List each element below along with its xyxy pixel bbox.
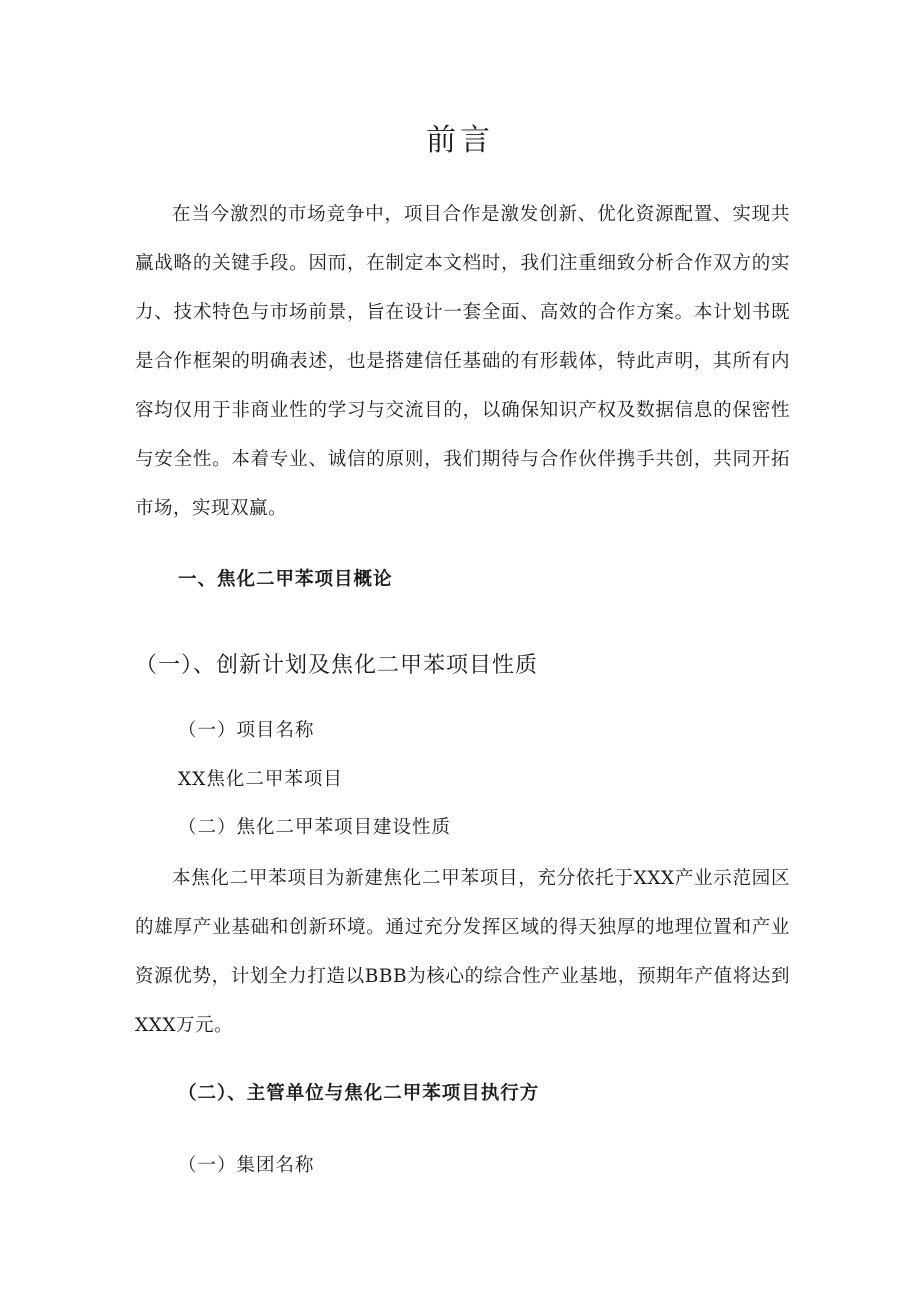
project-name-value: XX焦化二甲苯项目 xyxy=(178,769,343,790)
subsection-heading-authority: （二）、主管单位与焦化二甲苯项目执行方 xyxy=(178,1083,540,1104)
project-nature-label: （二）焦化二甲苯项目建设性质 xyxy=(178,817,452,838)
page-title: 前言 xyxy=(426,123,494,158)
project-nature-paragraph: 本焦化二甲苯项目为新建焦化二甲苯项目，充分依托于XXX产业示范园区的雄厚产业基础和创新环境。通过充分发挥区域的得天独厚的地理位置和产业资源优势，计划全力打造以BBB为核心的综合性产业基地，预期年产值将达到XXX万元。 xyxy=(135,868,790,1036)
intro-paragraph: 在当今激烈的市场竞争中，项目合作是激发创新、优化资源配置、实现共赢战略的关键手段。因而，在制定本文档时，我们注重细致分析合作双方的实力、技术特色与市场前景，旨在设计一套全面、高效的合作方案。本计划书既是合作框架的明确表述，也是搭建信任基础的有形载体，特此声明，其所有内容均仅用于非商业性的学习与交流目的，以确保知识产权及数据信息的保密性与安全性。本着专业、诚信的原则，我们期待与合作伙伴携手共创，共同开拓市场，实现双赢。 xyxy=(135,204,790,519)
project-name-label: （一）项目名称 xyxy=(178,720,315,741)
group-name-label: （一）集团名称 xyxy=(178,1155,315,1176)
section-heading-overview: 一、焦化二甲苯项目概论 xyxy=(178,569,393,590)
subsection-heading-innovation-plan: （一）、创新计划及焦化二甲苯项目性质 xyxy=(135,653,539,678)
